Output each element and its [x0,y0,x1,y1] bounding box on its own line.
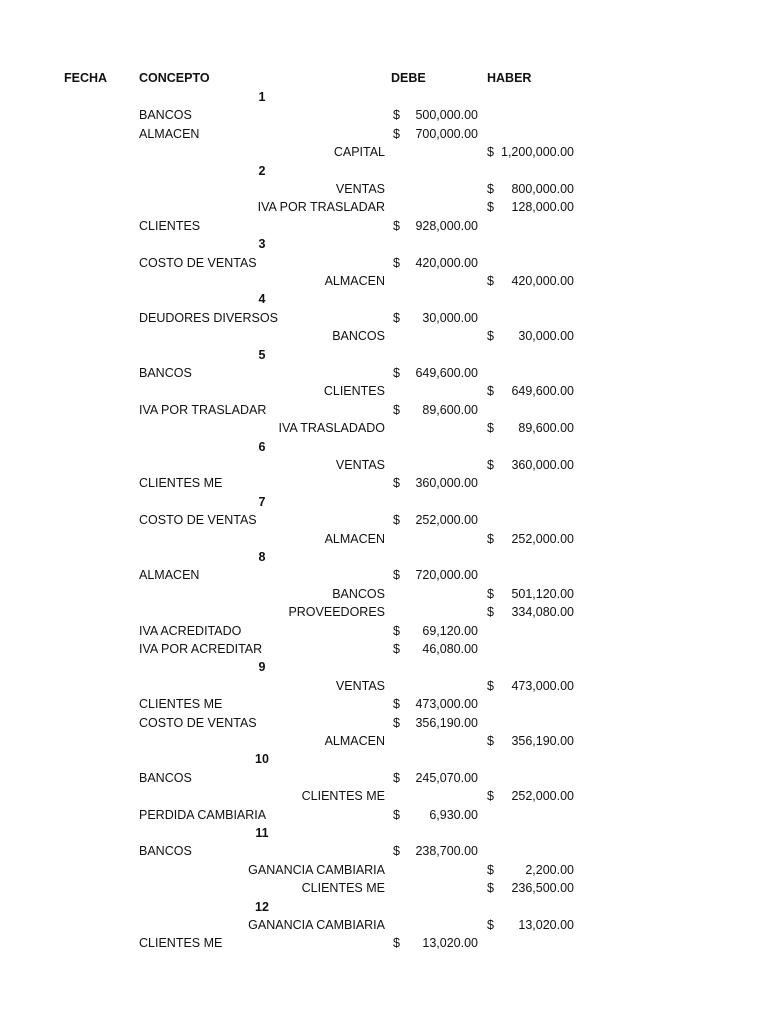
credit-account: CLIENTES ME [301,881,385,895]
debit-account: BANCOS [139,366,192,380]
debe-amount: 69,120.00 [422,624,478,638]
haber-amount: 13,020.00 [518,918,574,932]
debe-currency-symbol: $ [393,936,400,950]
haber-amount: 252,000.00 [511,532,574,546]
debe-currency-symbol: $ [393,642,400,656]
debe-amount: 356,190.00 [415,716,478,730]
entry-number: 7 [258,495,266,509]
haber-currency-symbol: $ [487,532,494,546]
debit-account: ALMACEN [139,127,200,141]
credit-account: ALMACEN [324,532,385,546]
debit-account: CLIENTES ME [139,476,223,490]
header-concepto: CONCEPTO [139,71,210,85]
credit-account: BANCOS [332,587,385,601]
debe-currency-symbol: $ [393,697,400,711]
haber-amount: 236,500.00 [511,881,574,895]
haber-amount: 800,000.00 [511,182,574,196]
debit-account: IVA POR TRASLADAR [139,403,267,417]
entry-number: 9 [258,660,266,674]
debe-amount: 360,000.00 [415,476,478,490]
haber-currency-symbol: $ [487,274,494,288]
credit-account: GANANCIA CAMBIARIA [248,918,385,932]
haber-amount: 360,000.00 [511,458,574,472]
entry-number: 12 [255,900,269,914]
haber-amount: 128,000.00 [511,200,574,214]
entry-number: 3 [258,237,266,251]
haber-amount: 501,120.00 [511,587,574,601]
debit-account: CLIENTES ME [139,936,223,950]
debe-currency-symbol: $ [393,568,400,582]
entry-number: 5 [258,348,266,362]
debit-account: BANCOS [139,771,192,785]
debe-currency-symbol: $ [393,624,400,638]
haber-amount: 420,000.00 [511,274,574,288]
entry-number: 4 [258,292,266,306]
debit-account: ALMACEN [139,568,200,582]
haber-amount: 89,600.00 [518,421,574,435]
debit-account: COSTO DE VENTAS [139,256,257,270]
debe-currency-symbol: $ [393,716,400,730]
credit-account: CAPITAL [333,145,385,159]
debe-currency-symbol: $ [393,513,400,527]
credit-account: CLIENTES ME [301,789,385,803]
haber-amount: 356,190.00 [511,734,574,748]
debit-account: COSTO DE VENTAS [139,513,257,527]
haber-currency-symbol: $ [487,587,494,601]
haber-amount: 2,200.00 [525,863,574,877]
entry-number: 10 [255,752,269,766]
entry-number: 8 [258,550,266,564]
debe-amount: 473,000.00 [415,697,478,711]
debit-account: CLIENTES ME [139,697,223,711]
debit-account: CLIENTES [139,219,201,233]
debe-currency-symbol: $ [393,219,400,233]
debe-amount: 46,080.00 [422,642,478,656]
entry-number: 6 [258,440,266,454]
credit-account: VENTAS [335,182,385,196]
debit-account: IVA POR ACREDITAR [139,642,263,656]
debe-currency-symbol: $ [393,476,400,490]
debit-account: BANCOS [139,108,192,122]
haber-amount: 649,600.00 [511,384,574,398]
credit-account: IVA TRASLADADO [278,421,385,435]
debe-currency-symbol: $ [393,403,400,417]
debe-amount: 649,600.00 [415,366,478,380]
debe-currency-symbol: $ [393,311,400,325]
debit-account: COSTO DE VENTAS [139,716,257,730]
haber-amount: 252,000.00 [511,789,574,803]
haber-currency-symbol: $ [487,789,494,803]
haber-currency-symbol: $ [487,881,494,895]
debe-amount: 720,000.00 [415,568,478,582]
haber-currency-symbol: $ [487,458,494,472]
credit-account: VENTAS [335,458,385,472]
debe-amount: 928,000.00 [415,219,478,233]
debe-currency-symbol: $ [393,844,400,858]
haber-currency-symbol: $ [487,679,494,693]
debe-currency-symbol: $ [393,808,400,822]
debe-amount: 700,000.00 [415,127,478,141]
haber-currency-symbol: $ [487,145,494,159]
debe-currency-symbol: $ [393,366,400,380]
debe-amount: 238,700.00 [415,844,478,858]
header-fecha: FECHA [64,71,108,85]
haber-currency-symbol: $ [487,863,494,877]
haber-currency-symbol: $ [487,200,494,214]
haber-currency-symbol: $ [487,182,494,196]
haber-currency-symbol: $ [487,734,494,748]
debit-account: DEUDORES DIVERSOS [139,311,278,325]
credit-account: BANCOS [332,329,385,343]
credit-account: ALMACEN [324,274,385,288]
entry-number: 11 [255,826,269,840]
header-haber: HABER [487,71,532,85]
debe-currency-symbol: $ [393,127,400,141]
debit-account: IVA ACREDITADO [139,624,242,638]
debit-account: BANCOS [139,844,192,858]
entry-number: 1 [258,90,266,104]
haber-currency-symbol: $ [487,384,494,398]
debe-amount: 30,000.00 [422,311,478,325]
haber-amount: 473,000.00 [511,679,574,693]
haber-amount: 334,080.00 [511,605,574,619]
haber-currency-symbol: $ [487,329,494,343]
haber-currency-symbol: $ [487,918,494,932]
debe-amount: 13,020.00 [422,936,478,950]
debe-amount: 89,600.00 [422,403,478,417]
credit-account: ALMACEN [324,734,385,748]
debe-amount: 6,930.00 [429,808,478,822]
credit-account: PROVEEDORES [288,605,385,619]
debe-currency-symbol: $ [393,771,400,785]
entry-number: 2 [258,164,266,178]
haber-amount: 1,200,000.00 [501,145,574,159]
haber-currency-symbol: $ [487,421,494,435]
debe-amount: 245,070.00 [415,771,478,785]
credit-account: VENTAS [335,679,385,693]
debe-currency-symbol: $ [393,108,400,122]
credit-account: IVA POR TRASLADAR [257,200,385,214]
debe-amount: 420,000.00 [415,256,478,270]
debit-account: PERDIDA CAMBIARIA [139,808,267,822]
haber-amount: 30,000.00 [518,329,574,343]
debe-amount: 500,000.00 [415,108,478,122]
debe-amount: 252,000.00 [415,513,478,527]
credit-account: GANANCIA CAMBIARIA [248,863,385,877]
header-debe: DEBE [391,71,426,85]
haber-currency-symbol: $ [487,605,494,619]
credit-account: CLIENTES [323,384,385,398]
debe-currency-symbol: $ [393,256,400,270]
